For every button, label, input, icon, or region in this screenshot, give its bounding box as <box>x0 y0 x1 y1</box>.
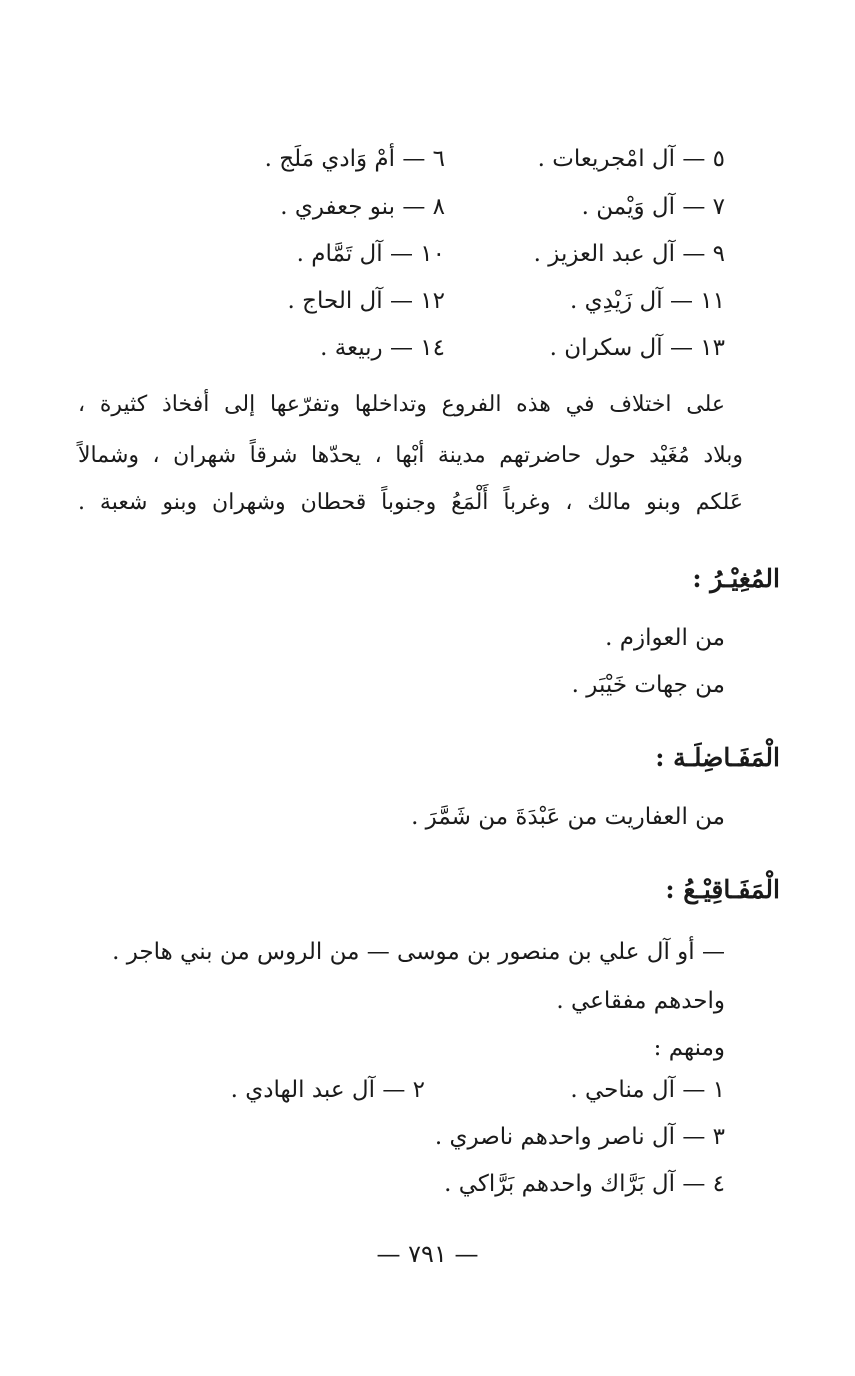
list-item: ٨ — بنو جعفري . <box>280 194 445 220</box>
list-item: ١٤ — ربيعة . <box>320 335 445 361</box>
list-item: ٦ — أمْ وَادي مَلَج . <box>264 146 445 172</box>
section-line: — أو آل علي بن منصور بن موسى — من الروس من بني هاجر . <box>112 939 725 965</box>
list-item: ٩ — آل عبد العزيز . <box>533 241 725 267</box>
section-line: من العوازم . <box>605 625 725 651</box>
list-item: ١٠ — آل تَمَّام . <box>296 241 445 267</box>
list-item: ٤ — آل بَرَّاك واحدهم بَرَّاكي . <box>444 1171 725 1197</box>
page-number: — ٧٩١ — <box>376 1240 479 1268</box>
list-item: ٧ — آل وَيْمن . <box>581 194 725 220</box>
paragraph-line: عَلكم وبنو مالك ، وغرباً أَلْمَعُ وجنوباً قحطان وشهران وبنو شعبة . <box>78 490 743 515</box>
section-line: واحدهم مفقاعي . <box>556 988 725 1014</box>
list-item: ١ — آل مناحي . <box>570 1077 725 1103</box>
paragraph-line: وبلاد مُغَيْد حول حاضرتهم مدينة أبْها ، يحدّها شرقاً شهران ، وشمالاً <box>78 443 743 468</box>
list-item: ١٢ — آل الحاج . <box>287 288 445 314</box>
list-item: ٥ — آل امْجريعات . <box>537 146 725 172</box>
list-item: ١١ — آل زَيْدِي . <box>570 288 725 314</box>
section-heading: الْمَفَـاقِيْـعُ : <box>665 875 780 904</box>
list-item: ٢ — آل عبد الهادي . <box>230 1077 425 1103</box>
section-heading: المُغِيْـرُ : <box>692 564 780 593</box>
section-line: ومنهم : <box>653 1035 725 1061</box>
list-item: ١٣ — آل سكران . <box>549 335 725 361</box>
section-line: من جهات خَيْبَر . <box>571 672 725 698</box>
section-heading: الْمَفَـاضِلَـة : <box>655 743 780 772</box>
paragraph-line: على اختلاف في هذه الفروع وتداخلها وتفرّعها إلى أفخاذ كثيرة ، <box>78 392 725 417</box>
list-item: ٣ — آل ناصر واحدهم ناصري . <box>434 1124 725 1150</box>
section-line: من العفاريت من عَبْدَةَ من شَمَّرَ . <box>411 804 725 830</box>
